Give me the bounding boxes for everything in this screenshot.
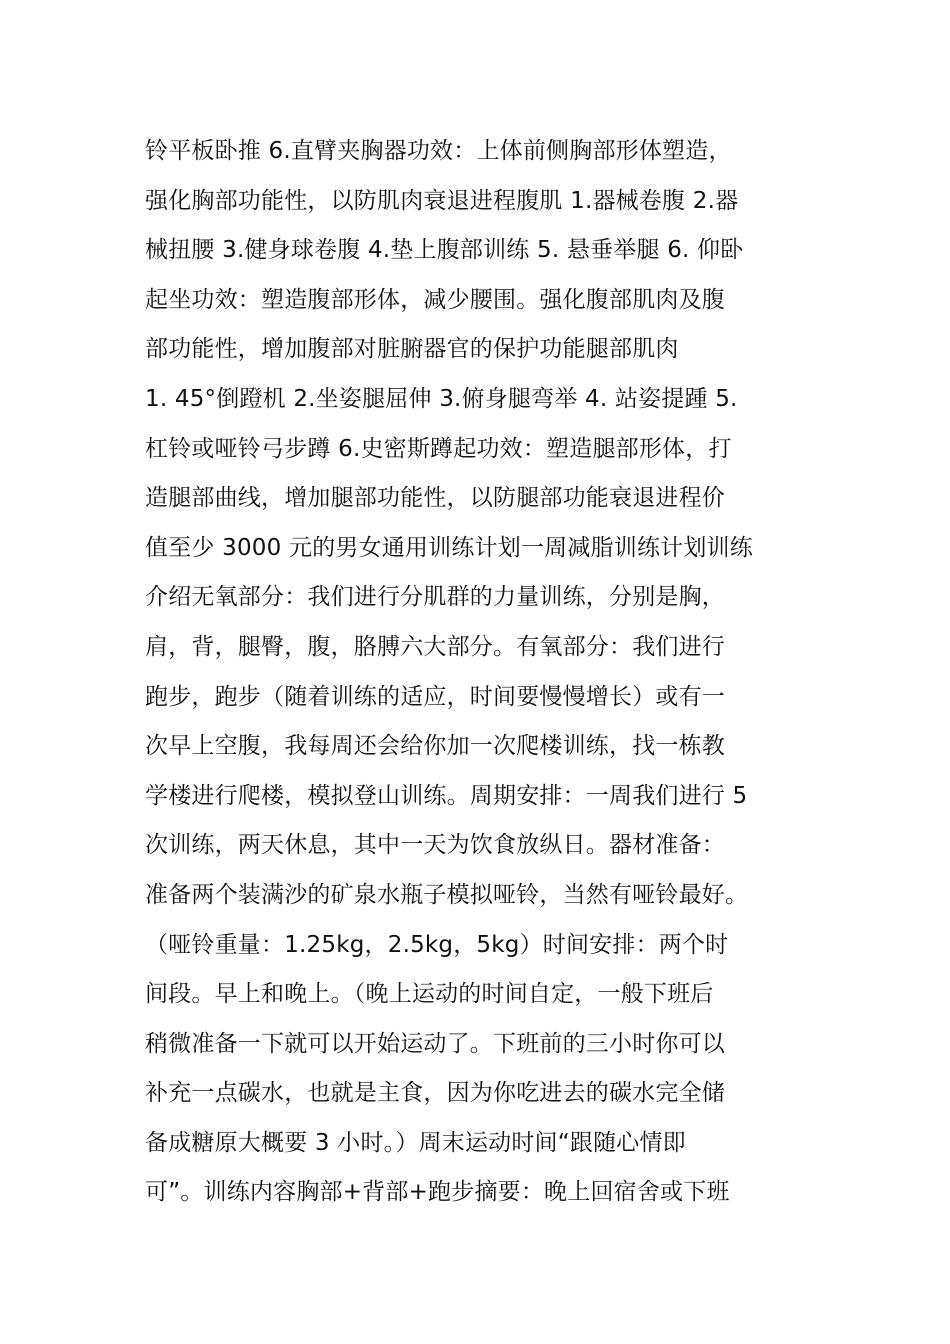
text-line: 补充一点碳水，也就是主食，因为你吃进去的碳水完全储 (145, 1080, 725, 1107)
text-line: 肩，背，腿臀，腹，胳膊六大部分。有氧部分：我们进行 (145, 633, 725, 660)
text-line: 造腿部曲线，增加腿部功能性，以防腿部功能衰退进程价 (145, 485, 725, 512)
text-line: 准备两个装满沙的矿泉水瓶子模拟哑铃，当然有哑铃最好。 (145, 881, 749, 908)
text-line: 1. 45°倒蹬机 2.坐姿腿屈伸 3.俯身腿弯举 4. 站姿提踵 5. (145, 385, 738, 412)
text-line: 次早上空腹，我每周还会给你加一次爬楼训练，找一栋教 (145, 733, 725, 760)
text-line: （哑铃重量：1.25kg，2.5kg，5kg）时间安排：两个时 (145, 931, 729, 958)
text-line: 杠铃或哑铃弓步蹲 6.史密斯蹲起功效：塑造腿部形体，打 (145, 435, 732, 462)
text-line: 强化胸部功能性，以防肌肉衰退进程腹肌 1.器械卷腹 2.器 (145, 187, 739, 214)
text-line: 跑步，跑步（随着训练的适应，时间要慢慢增长）或有一 (145, 683, 725, 710)
text-line: 次训练，两天休息，其中一天为饮食放纵日。器材准备： (145, 832, 725, 859)
text-line: 械扭腰 3.健身球卷腹 4.垫上腹部训练 5. 悬垂举腿 6. 仰卧 (145, 237, 744, 264)
text-line: 可”。训练内容胸部+背部+跑步摘要：晚上回宿舍或下班 (145, 1179, 730, 1206)
body-text (145, 127, 825, 1218)
text-line: 间段。早上和晚上。（晚上运动的时间自定，一般下班后 (145, 981, 714, 1008)
text-line: 值至少 3000 元的男女通用训练计划一周减脂训练计划训练 (145, 534, 753, 561)
text-line: 稍微准备一下就可以开始运动了。下班前的三小时你可以 (145, 1030, 725, 1057)
text-line: 介绍无氧部分：我们进行分肌群的力量训练，分别是胸， (145, 584, 725, 611)
text-line: 起坐功效：塑造腹部形体，减少腰围。强化腹部肌肉及腹 (145, 286, 725, 313)
text-line: 铃平板卧推 6.直臂夹胸器功效：上体前侧胸部形体塑造， (145, 138, 732, 164)
text-line: 学楼进行爬楼，模拟登山训练。周期安排：一周我们进行 5 (145, 782, 748, 809)
text-line: 备成糖原大概要 3 小时。）周末运动时间“跟随心情即 (145, 1129, 686, 1156)
text-line: 部功能性，增加腹部对脏腑器官的保护功能腿部肌肉 (145, 336, 679, 363)
